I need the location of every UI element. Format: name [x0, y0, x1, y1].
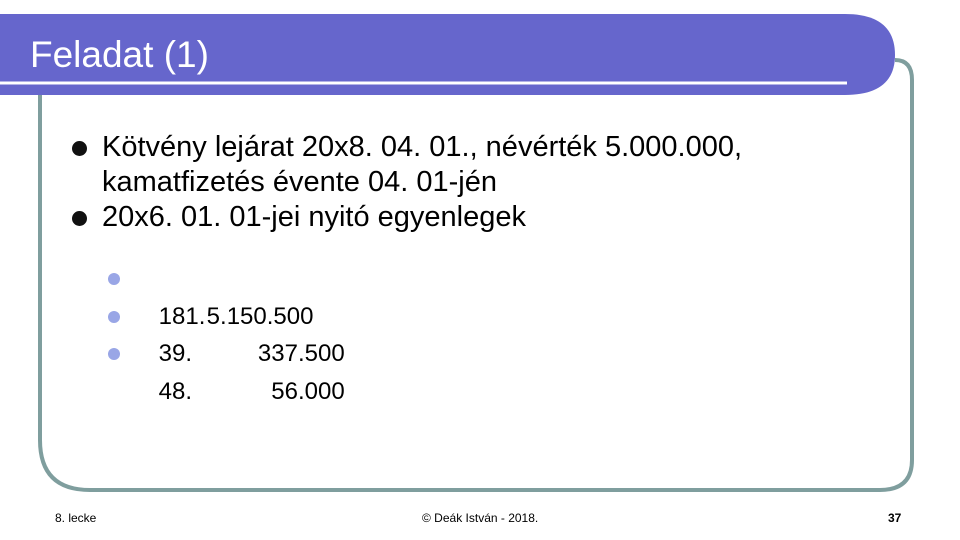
page-number: 37	[888, 511, 902, 525]
slide-title: Feladat (1)	[30, 34, 209, 75]
sub-bullet-dot-icon	[108, 273, 120, 285]
account-number: 39.	[158, 340, 193, 367]
footer-copyright: © Deák István - 2018.	[422, 511, 539, 525]
sub-bullet-list	[108, 260, 508, 405]
bullet-text: 20x6. 01. 01-jei nyitó egyenlegek	[102, 201, 527, 233]
sub-bullet-dot-icon	[108, 348, 120, 360]
account-amount: 5.150.500	[206, 302, 314, 330]
sub-bullet-item	[108, 335, 508, 405]
sub-bullet-dot-icon	[108, 311, 120, 323]
account-amount: 337.500	[257, 340, 345, 367]
bullet-dot-icon	[72, 141, 87, 156]
bullet-text-continued: kamatfizetés évente 04. 01-jén	[102, 166, 497, 198]
account-amount: 56.000	[271, 377, 345, 405]
sub-bullet-item	[108, 260, 508, 330]
bullet-item-bond	[72, 130, 872, 200]
main-bullet-list	[72, 130, 872, 235]
account-number: 181.	[158, 302, 206, 330]
account-number: 48.	[158, 377, 193, 405]
bullet-text: Kötvény lejárat 20x8. 04. 01., névérték 5.000.000,	[102, 131, 743, 163]
sub-bullet-item	[108, 298, 508, 367]
bullet-item-opening-balances	[72, 200, 872, 235]
bullet-dot-icon	[72, 211, 87, 226]
footer-lecture: 8. lecke	[55, 511, 97, 525]
